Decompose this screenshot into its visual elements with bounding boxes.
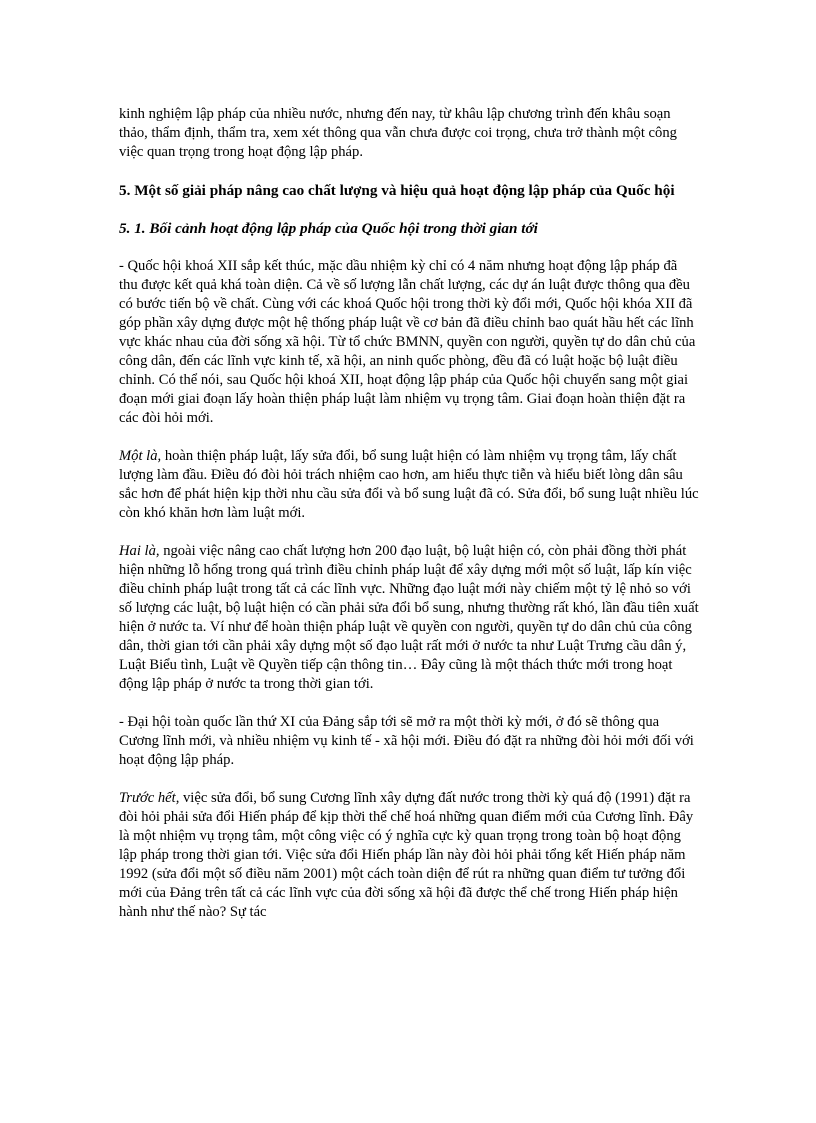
paragraph-quoc-hoi-khoa-xii: - Quốc hội khoá XII sắp kết thúc, mặc dầu nhiệm kỳ chỉ có 4 năm nhưng hoạt động lập pháp đã thu được kết quả khá toàn diện. Cả về số lượng lẫn chất lượng, các dự án luật được thông qua đều có bước tiến bộ về chất. Cùng với các khoá Quốc hội trong thời kỳ đổi mới, Quốc hội khóa XII đã góp phần xây dựng được một hệ thống pháp luật về cơ bản đã điều chỉnh bao quát hầu hết các lĩnh vực khác nhau của đời sống xã hội. Từ tổ chức BMNN, quyền con người, quyền tự do dân chủ của công dân, đến các lĩnh vực kinh tế, xã hội, an ninh quốc phòng, đều đã có luật hoặc bộ luật điều chỉnh. Có thể nói, sau Quốc hội khoá XII, hoạt động lập pháp của Quốc hội chuyển sang một giai đoạn mới giai đoạn lấy hoàn thiện pháp luật làm nhiệm vụ trọng tâm. Giai đoạn hoàn thiện đặt ra các đòi hỏi mới. (119, 258, 696, 426)
paragraph-mot-la-body: hoàn thiện pháp luật, lấy sửa đổi, bổ sung luật hiện có làm nhiệm vụ trọng tâm, lấy chất lượng làm đầu. Điều đó đòi hỏi trách nhiệm cao hơn, am hiểu thực tiễn và hiểu biết lòng dân sâu sắc hơn để phát hiện kịp thời nhu cầu sửa đổi và bổ sung luật đã có. Sửa đổi, bổ sung luật nhiều lúc còn khó khăn hơn làm luật mới. (119, 448, 699, 521)
intro-paragraph: kinh nghiệm lập pháp của nhiều nước, nhưng đến nay, từ khâu lập chương trình đến khâu soạn thảo, thẩm định, thẩm tra, xem xét thông qua vẫn chưa được coi trọng, chưa trở thành một công việc quan trọng trong hoạt động lập pháp. (119, 106, 677, 160)
paragraph-hai-la (119, 542, 699, 694)
section-heading-5: 5. Một số giải pháp nâng cao chất lượng và hiệu quả hoạt động lập pháp của Quốc hội (119, 182, 675, 199)
paragraph-hai-la-body: ngoài việc nâng cao chất lượng hơn 200 đạo luật, bộ luật hiện có, còn phải đồng thời phát hiện những lỗ hổng trong quá trình điều chỉnh pháp luật để xây dựng mới một số luật, lấp kín việc điều chỉnh pháp luật trong tất cả các lĩnh vực. Những đạo luật mới này chiếm một tỷ lệ nhỏ so với số lượng các luật, bộ luật hiện có cần phải sửa đổi bổ sung, nhưng thường rất khó, lần đầu tiên xuất hiện ở nước ta. Ví như để hoàn thiện pháp luật về quyền con người, quyền tự do dân chủ của công dân, thời gian tới cần phải xây dựng một số đạo luật rất mới ở nước ta như Luật Trưng cầu dân ý, Luật Biểu tình, Luật về Quyền tiếp cận thông tin… Đây cũng là một thách thức mới trong hoạt động lập pháp ở nước ta trong thời gian tới. (119, 543, 699, 692)
paragraph-dai-hoi-xi: - Đại hội toàn quốc lần thứ XI của Đảng sắp tới sẽ mở ra một thời kỳ mới, ở đó sẽ thông qua Cương lĩnh mới, và nhiều nhiệm vụ kinh tế - xã hội mới. Điều đó đặt ra những đòi hỏi mới đối với hoạt động lập pháp. (119, 714, 694, 768)
lead-hai-la: Hai là, (119, 543, 160, 559)
lead-mot-la: Một là, (119, 448, 162, 464)
subsection-heading-5-1: 5. 1. Bối cảnh hoạt động lập pháp của Quốc hội trong thời gian tới (119, 220, 538, 237)
document-page (119, 105, 699, 922)
paragraph-mot-la (119, 447, 699, 523)
lead-truoc-het: Trước hết, (119, 790, 180, 806)
paragraph-truoc-het-body: việc sửa đổi, bổ sung Cương lĩnh xây dựng đất nước trong thời kỳ quá độ (1991) đặt ra đòi hỏi phải sửa đổi Hiến pháp để kịp thời thể chế hoá những quan điểm mới của Cương lĩnh. Đây là một nhiệm vụ trọng tâm, một công việc có ý nghĩa cực kỳ quan trọng trong toàn bộ hoạt động lập pháp trong thời gian tới. Việc sửa đổi Hiến pháp lần này đòi hỏi phải tổng kết Hiến pháp năm 1992 (sửa đổi một số điều năm 2001) một cách toàn diện để rút ra những quan điểm tư tưởng đổi mới của Đảng trên tất cả các lĩnh vực của đời sống xã hội đã được thể chế trong Hiến pháp hiện hành như thế nào? Sự tác (119, 790, 694, 920)
paragraph-truoc-het (119, 789, 699, 922)
